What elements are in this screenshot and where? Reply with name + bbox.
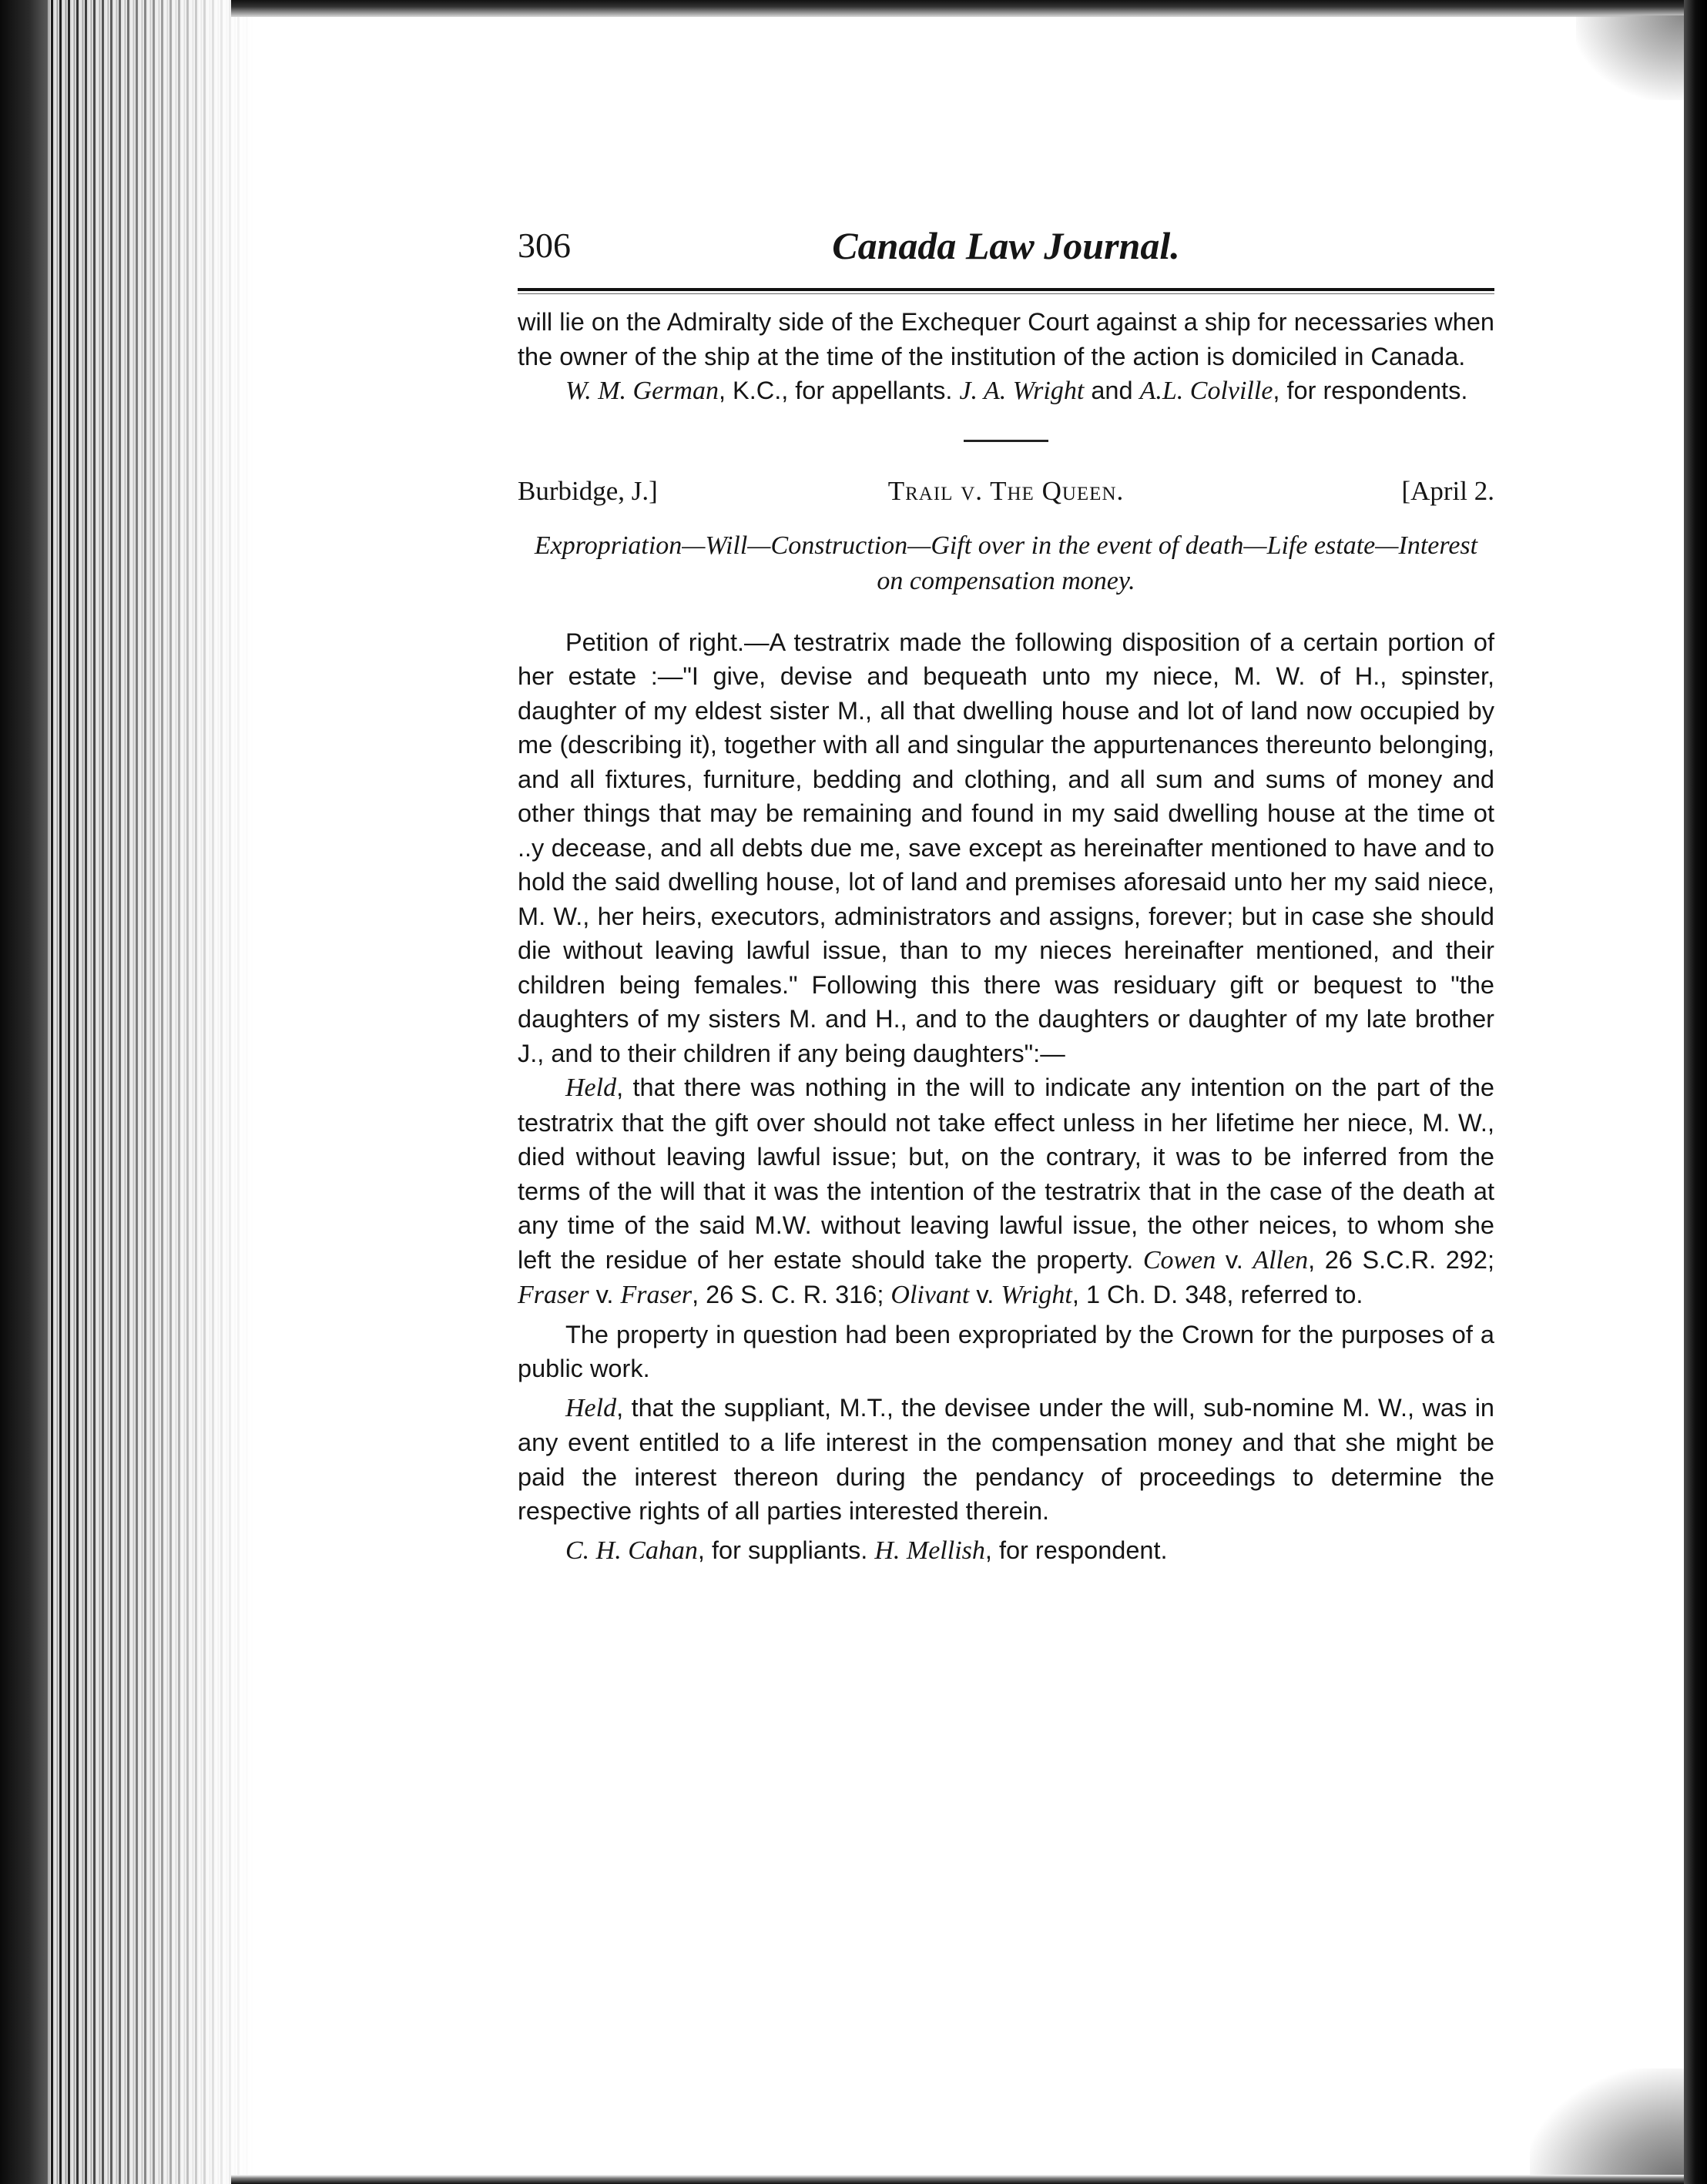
- header-rule: [518, 288, 1494, 294]
- citation-v-1: v.: [1216, 1245, 1253, 1274]
- scan-top-edge: [231, 0, 1684, 17]
- citation-fraser-b: Fraser: [620, 1281, 693, 1309]
- section-divider: [964, 440, 1048, 442]
- held-label-1: Held: [565, 1074, 617, 1102]
- case-heading: [518, 474, 1494, 513]
- held-text-1: , that there was nothing in the will to indicate any intention on the part of the testratrix that the gift over should not take effect unless in her lifetime her niece, M. W., died without leaving lawful issue; but, on the contrary, it was to be inferred from the terms of the will that it was the intention of the testratrix that in the case of the death at any time of the said M.W. without leaving lawful issue, the other neices, to whom she left the residue of her estate should take the property.: [518, 1074, 1494, 1274]
- article-body: [518, 305, 1494, 1568]
- citation-cowen: Cowen: [1142, 1245, 1216, 1275]
- scan-right-edge: [1684, 0, 1707, 2184]
- journal-title: Canada Law Journal.: [832, 224, 1180, 267]
- scan-bottom-edge: [231, 2175, 1684, 2184]
- paragraph-petition-text: Petition of right.—A testratrix made the following disposition of a certain portion of her estate :—"I give, devise and bequeath unto my niece, M. W. of H., spinster, daughter of my eldest sister M., all that dwelling house and lot of land now occupied by me (describing it), together with all and singular the appurtenances thereunto belonging, and all fixtures, furniture, bedding and clothing, and all sum and sums of money and other things that may be remaining and found in my said dwelling house at the time ot ..y decease, and all debts due me, save except as hereinafter mentioned to have and to hold the said dwelling house, lot of land and premises aforesaid unto her my said niece, M. W., her heirs, executors, administrators and assigns, forever; but in case she should die without leaving lawful issue, than to my nieces hereinafter mentioned, and their children being females." Following this there was residuary gift or bequest to "the daughters of my sisters M. and H., and to the daughters or daughter of my late brother J., and to their children if any being daughters":—: [518, 628, 1494, 1067]
- citation-fraser: Fraser: [518, 1281, 589, 1309]
- suppliant-suffix: , for suppliants.: [697, 1536, 875, 1564]
- citation-olivant: Olivant: [890, 1281, 970, 1309]
- page-header: [518, 223, 1494, 271]
- held-text-2: , that the suppliant, M.T., the devisee under the will, sub-nomine M. W., was in any event entitled to a life interest in the compensation money and that she might be paid the interest thereon during the pendancy of proceedings to determine the respective rights of all parties interested therein.: [518, 1393, 1494, 1525]
- scan-left-shadow: [0, 0, 48, 2184]
- case-judge: Burbidge, J.]: [518, 475, 658, 506]
- closing-respondent-counsel: H. Mellish: [874, 1536, 985, 1565]
- citation-allen: Allen: [1253, 1245, 1309, 1275]
- held-label-2: Held: [565, 1393, 617, 1422]
- citation-ref-3: , 1 Ch. D. 348, referred to.: [1071, 1281, 1363, 1308]
- respondent-counsel-1: J. A. Wright: [959, 377, 1085, 405]
- case-name: Trail v. The Queen.: [887, 475, 1125, 506]
- citation-v-3: v.: [969, 1281, 1001, 1308]
- paragraph-held-2: [518, 1391, 1494, 1529]
- paragraph-held-1: [518, 1070, 1494, 1313]
- paragraph-property-text: The property in question had been expropriated by the Crown for the purposes of a public work.: [518, 1320, 1494, 1382]
- closing-counsel-line: [518, 1533, 1494, 1569]
- paragraph-property: [518, 1318, 1494, 1386]
- intro-paragraph: [518, 305, 1494, 373]
- respondent-counsel-2: A.L. Colville: [1139, 377, 1273, 405]
- closing-respondent-suffix: , for respondent.: [984, 1536, 1168, 1564]
- respondent-suffix: , for respondents.: [1273, 377, 1468, 404]
- appellant-counsel: W. M. German: [565, 377, 719, 405]
- intro-text: will lie on the Admiralty side of the Exchequer Court against a ship for necessaries when the owner of the ship at the time of the institution of the action is domiciled in Canada.: [518, 308, 1494, 370]
- case-headnote: Expropriation—Will—Construction—Gift over in the event of death—Life estate—Interest on compensation money.: [534, 531, 1478, 595]
- paragraph-petition: [518, 625, 1494, 1071]
- journal-page: [518, 223, 1494, 1568]
- suppliant-counsel: C. H. Cahan: [565, 1536, 698, 1565]
- citation-ref-1: , 26 S.C.R. 292;: [1308, 1245, 1494, 1274]
- citation-v-2: v.: [589, 1281, 621, 1308]
- counsel-line: [518, 373, 1494, 409]
- appellant-suffix: , K.C., for appellants.: [718, 377, 953, 404]
- page-number: 306: [518, 226, 571, 265]
- citation-ref-2: , 26 S. C. R. 316;: [692, 1281, 891, 1308]
- scan-corner-bottom-right: [1530, 2068, 1684, 2184]
- case-date: [April 2.: [1401, 475, 1494, 506]
- and-text: and: [1084, 377, 1140, 404]
- scan-corner-top-right: [1576, 15, 1684, 100]
- citation-wright: Wright: [1001, 1281, 1072, 1309]
